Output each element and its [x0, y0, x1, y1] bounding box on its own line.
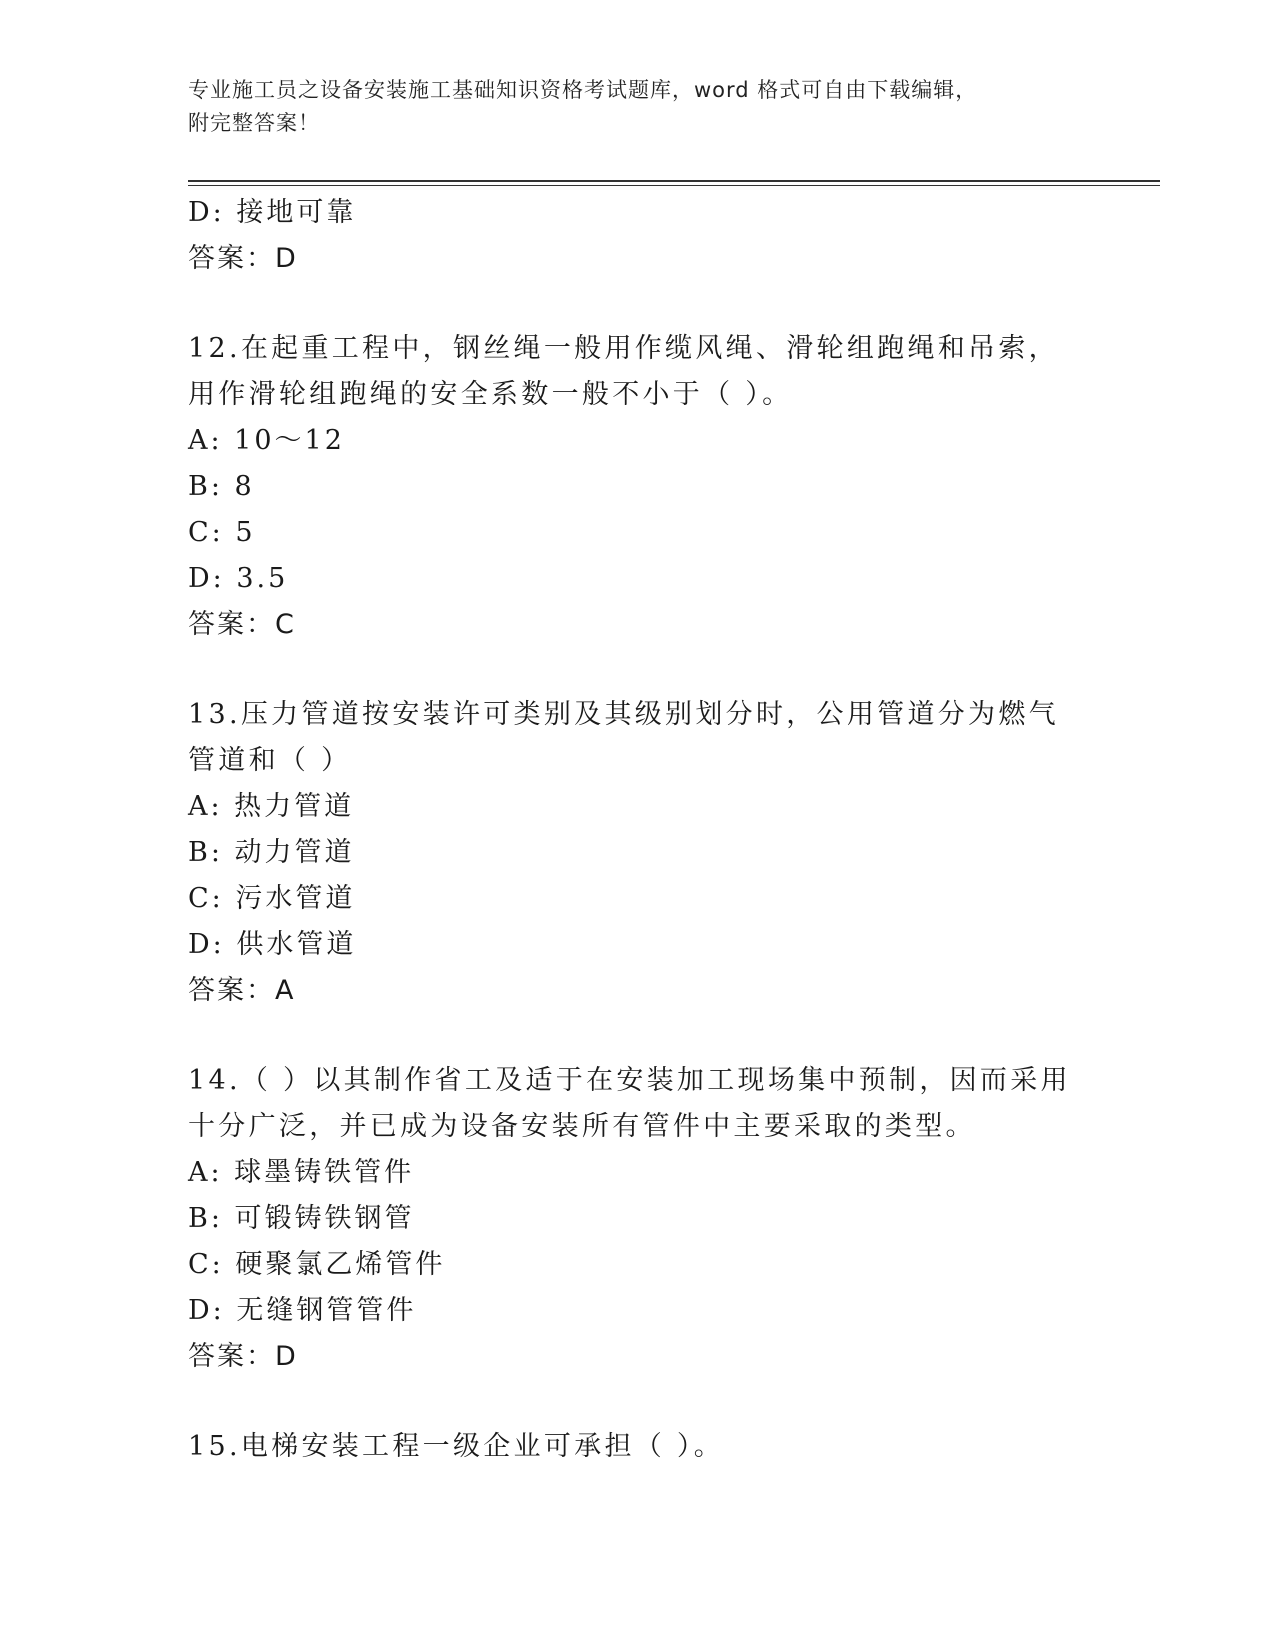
- answer: 答案：D: [188, 243, 298, 274]
- option-d: D: 无缝钢管管件: [188, 1295, 417, 1326]
- option-b: B: 8: [188, 471, 255, 502]
- answer: 答案：A: [188, 975, 296, 1006]
- question-15: [188, 1424, 1088, 1470]
- question-text: 12.在起重工程中，钢丝绳一般用作缆风绳、滑轮组跑绳和吊索，用作滑轮组跑绳的安全系数一般不小于（ ）。: [188, 333, 1059, 410]
- question-text: 14.（ ）以其制作省工及适于在安装加工现场集中预制，因而采用十分广泛，并已成为设备安装所有管件中主要采取的类型。: [188, 1065, 1071, 1142]
- option-c: C: 5: [188, 517, 256, 548]
- option-b: B: 可锻铸铁钢管: [188, 1203, 415, 1234]
- header-line-2: 附完整答案！: [188, 111, 320, 135]
- header-divider-thin: [188, 185, 1160, 186]
- question-13: [188, 692, 1088, 1014]
- option-a: A: 热力管道: [188, 791, 355, 822]
- option-a: A: 球墨铸铁管件: [188, 1157, 415, 1188]
- option-c: C: 硬聚氯乙烯管件: [188, 1249, 446, 1280]
- question-text: 13.压力管道按安装许可类别及其级别划分时，公用管道分为燃气管道和（ ）: [188, 699, 1059, 776]
- answer: 答案：C: [188, 609, 296, 640]
- answer: 答案：D: [188, 1341, 298, 1372]
- option-d: D: 供水管道: [188, 929, 357, 960]
- question-list: [188, 190, 1088, 1470]
- page-header: [188, 74, 1088, 140]
- option-a: A: 10～12: [188, 425, 345, 456]
- question-12: [188, 326, 1088, 648]
- option-d: D: 接地可靠: [188, 197, 357, 228]
- question-text: 15.电梯安装工程一级企业可承担（ ）。: [188, 1431, 725, 1462]
- option-d: D: 3.5: [188, 563, 289, 594]
- header-line-1: 专业施工员之设备安装施工基础知识资格考试题库，word 格式可自由下载编辑，: [188, 78, 978, 102]
- option-b: B: 动力管道: [188, 837, 355, 868]
- header-divider-thick: [188, 180, 1160, 182]
- option-c: C: 污水管道: [188, 883, 356, 914]
- question-14: [188, 1058, 1088, 1380]
